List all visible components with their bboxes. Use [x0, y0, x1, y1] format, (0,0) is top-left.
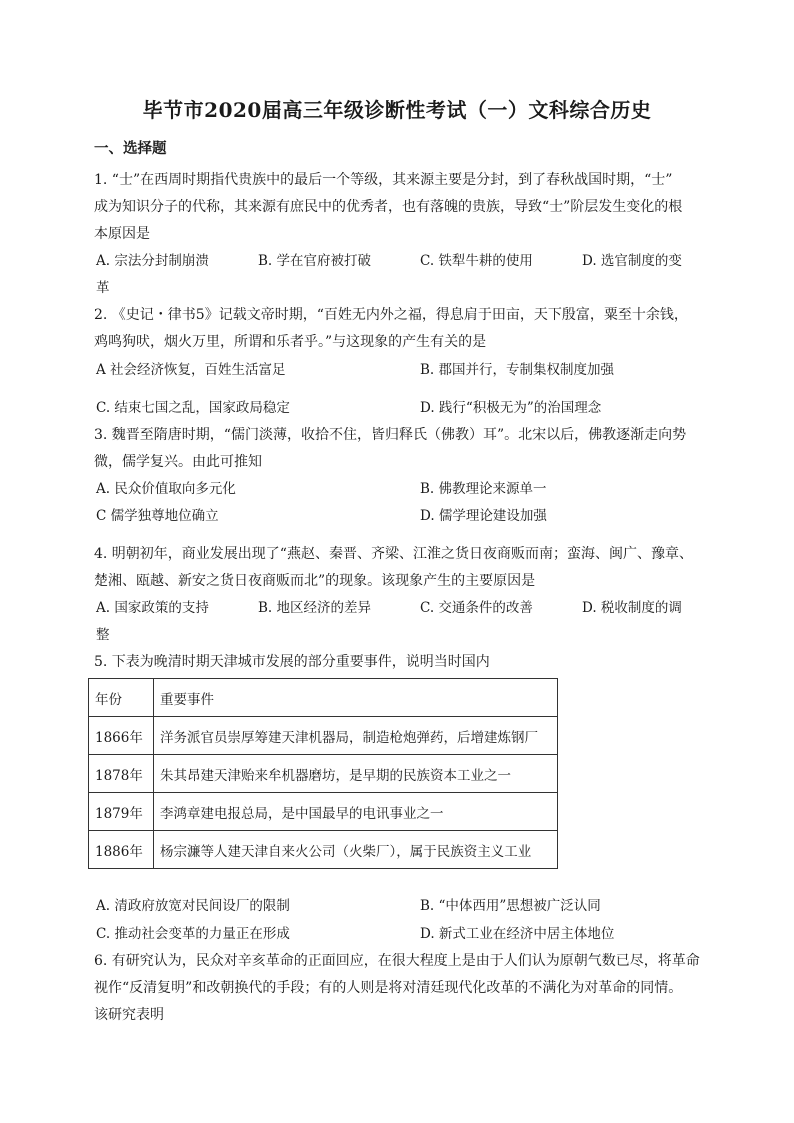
table-header-year: 年份 [89, 679, 154, 717]
q1-option-wrap: 革 [96, 280, 110, 296]
q6-line-2: 视作“反清复明”和改朝换代的手段；有的人则是将对清廷现代化改革的不满化为对革命的同情。 [94, 980, 683, 996]
table-cell-event: 朱其昂建天津贻来牟机器磨坊，是早期的民族资本工业之一 [154, 755, 558, 793]
events-table [88, 678, 558, 869]
table-row [89, 831, 558, 869]
q1-option-c: C. 铁犁牛耕的使用 [420, 253, 533, 269]
q1-option-a: A. 宗法分封制崩溃 [96, 253, 209, 269]
table-cell-year: 1866年 [89, 717, 154, 755]
q5-line-1: 5. 下表为晚清时期天津城市发展的部分重要事件，说明当时国内 [94, 654, 490, 670]
q1-line-1: 1. “士”在西周时期指代贵族中的最后一个等级，其来源主要是分封，到了春秋战国时期，“士” [94, 172, 673, 188]
section-heading: 一、选择题 [94, 140, 167, 157]
table-cell-event: 洋务派官员崇厚筹建天津机器局，制造枪炮弹药，后增建炼钢厂 [154, 717, 558, 755]
q4-line-2: 楚湘、瓯越、新安之货日夜商贩而北”的现象。该现象产生的主要原因是 [94, 573, 536, 589]
q4-line-1: 4. 明朝初年，商业发展出现了“燕赵、秦晋、齐梁、江淮之货日夜商贩而南；蛮海、闽广、豫章、 [94, 546, 693, 562]
q4-option-a: A. 国家政策的支持 [96, 600, 209, 616]
q2-option-c: C. 结束七国之乱，国家政局稳定 [96, 400, 290, 416]
table-row [89, 755, 558, 793]
table-cell-event: 杨宗濂等人建天津自来火公司（火柴厂），属于民族资主义工业 [154, 831, 558, 869]
q6-line-1: 6. 有研究认为，民众对辛亥革命的正面回应，在很大程度上是由于人们认为原朝气数已尽，将革命 [94, 953, 700, 969]
table-cell-year: 1879年 [89, 793, 154, 831]
table-cell-year: 1886年 [89, 831, 154, 869]
q2-option-a: A 社会经济恢复，百姓生活富足 [96, 362, 286, 378]
q6-line-3: 该研究表明 [94, 1007, 164, 1023]
q3-option-a: A. 民众价值取向多元化 [96, 481, 236, 497]
q1-line-2: 成为知识分子的代称，其来源有庶民中的优秀者，也有落魄的贵族，导致“士”阶层发生变化的根 [94, 199, 683, 215]
q4-option-d: D. 税收制度的调 [582, 600, 682, 616]
q5-option-a: A. 清政府放宽对民间设厂的限制 [96, 898, 290, 914]
q4-option-wrap: 整 [96, 627, 110, 643]
table-header-event: 重要事件 [154, 679, 558, 717]
table-header-row [89, 679, 558, 717]
table-row [89, 717, 558, 755]
table-cell-year: 1878年 [89, 755, 154, 793]
q2-line-1: 2. 《史记・律书5》记载文帝时期，“百姓无内外之福，得息肩于田亩，天下殷富，粟至十余钱， [94, 307, 688, 323]
q3-option-d: D. 儒学理论建设加强 [420, 508, 547, 524]
q4-option-b: B. 地区经济的差异 [258, 600, 372, 616]
q2-line-2: 鸡鸣狗吠，烟火万里，所谓和乐者乎。”与这现象的产生有关的是 [94, 334, 487, 350]
q3-option-c: C 儒学独尊地位确立 [96, 508, 219, 524]
q4-option-c: C. 交通条件的改善 [420, 600, 533, 616]
q5-option-b: B. “中体西用”思想被广泛认同 [420, 898, 601, 914]
q5-option-d: D. 新式工业在经济中居主体地位 [420, 926, 615, 942]
q2-option-b: B. 郡国并行，专制集权制度加强 [420, 362, 615, 378]
table-row [89, 793, 558, 831]
q2-option-d: D. 践行“积极无为”的治国理念 [420, 400, 602, 416]
q3-line-1: 3. 魏晋至隋唐时期，“儒门淡薄，收拾不住，皆归释氏（佛教）耳”。北宋以后，佛教逐渐走向势 [94, 427, 687, 443]
q1-option-d: D. 选官制度的变 [582, 253, 682, 269]
q1-line-3: 本原因是 [94, 226, 150, 242]
q1-option-b: B. 学在官府被打破 [258, 253, 372, 269]
q3-line-2: 微，儒学复兴。由此可推知 [94, 454, 262, 470]
page-title: 毕节市2020届高三年级诊断性考试（一）文科综合历史 [142, 98, 652, 122]
table-cell-event: 李鸿章建电报总局，是中国最早的电讯事业之一 [154, 793, 558, 831]
q3-option-b: B. 佛教理论来源单一 [420, 481, 547, 497]
q5-option-c: C. 推动社会变革的力量正在形成 [96, 926, 290, 942]
